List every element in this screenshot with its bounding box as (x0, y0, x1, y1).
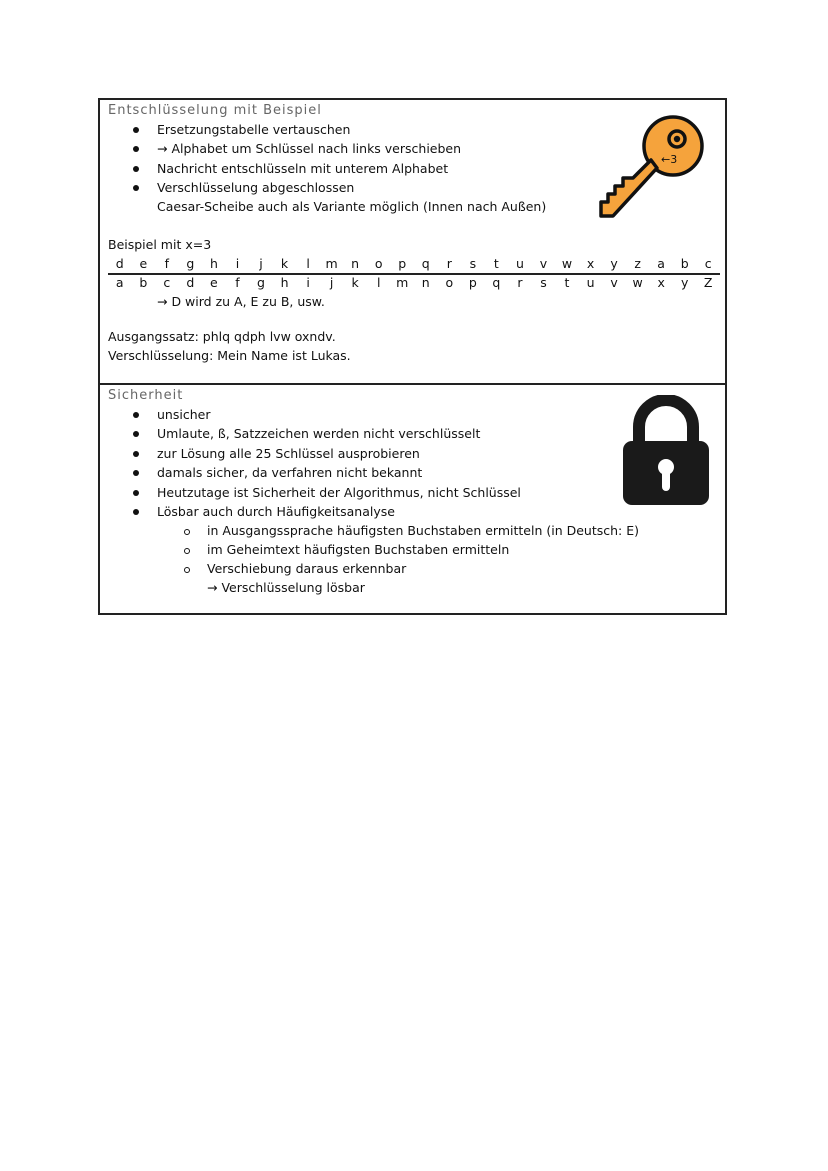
alphabet-letter: g (186, 256, 195, 271)
sub-bullet-text: in Ausgangssprache häufigsten Buchstaben ermitteln (in Deutsch: E) (207, 523, 639, 538)
alphabet-letter: l (306, 256, 310, 271)
alphabet-letter: y (680, 275, 689, 290)
alphabet-letter: d (186, 275, 195, 290)
alphabet-letter: n (421, 275, 430, 290)
alphabet-letter: i (306, 275, 310, 290)
key-icon (593, 112, 713, 224)
alphabet-letter: z (634, 256, 641, 271)
alphabet-letter: Z (703, 275, 713, 290)
bullet-text: zur Lösung alle 25 Schlüssel ausprobieren (157, 446, 420, 461)
source-sentence: Ausgangssatz: phlq qdph lvw oxndv. (108, 329, 336, 344)
bullet-text: Verschlüsselung abgeschlossen (157, 180, 355, 195)
section-heading: Entschlüsselung mit Beispiel (108, 103, 322, 118)
example-label: Beispiel mit x=3 (108, 237, 212, 252)
alphabet-letter: m (396, 275, 409, 290)
bullet-marker (133, 412, 139, 418)
alphabet-letter: v (610, 275, 618, 290)
alphabet-letter: v (539, 256, 548, 271)
alphabet-letter: k (280, 256, 289, 271)
sub-bullet-marker (184, 567, 190, 573)
alphabet-letter: s (469, 256, 477, 271)
alphabet-letter: j (329, 275, 334, 290)
bullet-continuation: Caesar-Scheibe auch als Variante möglich (Innen nach Außen) (157, 199, 547, 214)
sub-bullet-text: Verschiebung daraus erkennbar (207, 561, 407, 576)
bullet-marker (133, 431, 139, 437)
alphabet-letter: l (376, 275, 381, 290)
sub-bullet-text: im Geheimtext häufigsten Buchstaben ermitteln (207, 542, 510, 557)
bullet-marker (133, 127, 139, 133)
sub-arrow-note: → Verschlüsselung lösbar (207, 580, 365, 595)
alphabet-letter: q (492, 275, 501, 290)
bullet-marker (133, 451, 139, 457)
alphabet-letter: s (540, 275, 547, 290)
alphabet-letter: u (586, 275, 595, 290)
alphabet-letter: f (235, 275, 240, 290)
bullet-text: Umlaute, ß, Satzzeichen werden nicht verschlüsselt (157, 426, 481, 441)
alphabet-letter: t (493, 256, 499, 271)
alphabet-letter: p (398, 256, 407, 271)
key-label: ←3 (661, 153, 678, 166)
bullet-marker (133, 166, 139, 172)
alphabet-letter: o (374, 256, 383, 271)
section-heading: Sicherheit (108, 388, 184, 403)
alphabet-letter: a (657, 256, 665, 271)
alphabet-letter: o (445, 275, 454, 290)
alphabet-letter: b (139, 275, 148, 290)
alphabet-letter: m (325, 256, 338, 271)
sub-bullet-marker (184, 548, 190, 554)
bottom-alphabet-row (108, 275, 720, 291)
sub-bullet-marker (184, 529, 190, 535)
bullet-text: Nachricht entschlüsseln mit unterem Alphabet (157, 161, 449, 176)
alphabet-letter: x (657, 275, 665, 290)
alphabet-letter: f (164, 256, 170, 271)
alphabet-letter: w (632, 275, 643, 290)
alphabet-letter: x (586, 256, 595, 271)
bullet-text: Heutzutage ist Sicherheit der Algorithmus, nicht Schlüssel (157, 485, 521, 500)
alphabet-letter: c (163, 275, 171, 290)
bullet-marker (133, 490, 139, 496)
alphabet-letter: t (564, 275, 570, 290)
bullet-text: Ersetzungstabelle vertauschen (157, 122, 351, 137)
bullet-marker (133, 185, 139, 191)
alphabet-letter: u (515, 256, 524, 271)
alphabet-letter: y (610, 256, 618, 271)
section-security (98, 383, 727, 615)
alphabet-letter: h (280, 275, 289, 290)
bullet-text: unsicher (157, 407, 211, 422)
arrow-note: → D wird zu A, E zu B, usw. (157, 294, 325, 309)
alphabet-letter: q (421, 256, 430, 271)
section-decryption (98, 98, 727, 385)
bullet-text: damals sicher, da verfahren nicht bekannt (157, 465, 423, 480)
alphabet-letter: k (351, 275, 359, 290)
alphabet-letter: r (517, 275, 523, 290)
padlock-icon (621, 395, 711, 507)
bullet-marker (133, 470, 139, 476)
alphabet-letter: d (115, 256, 124, 271)
alphabet-letter: j (259, 256, 263, 271)
alphabet-letter: e (139, 256, 148, 271)
alphabet-letter: b (680, 256, 689, 271)
alphabet-letter: r (446, 256, 452, 271)
alphabet-letter: g (257, 275, 265, 290)
alphabet-letter: e (210, 275, 218, 290)
bullet-marker (133, 509, 139, 515)
bullet-text: → Alphabet um Schlüssel nach links verschieben (157, 141, 462, 156)
alphabet-letter: h (209, 256, 218, 271)
alphabet-letter: c (704, 256, 712, 271)
alphabet-letter: p (468, 275, 477, 290)
alphabet-letter: n (351, 256, 360, 271)
bullet-marker (133, 146, 139, 152)
alphabet-letter: i (235, 256, 240, 271)
result-sentence: Verschlüsselung: Mein Name ist Lukas. (108, 348, 351, 363)
alphabet-letter: a (115, 275, 124, 290)
top-alphabet-row (108, 256, 720, 272)
bullet-text: Lösbar auch durch Häufigkeitsanalyse (157, 504, 395, 519)
alphabet-letter: w (561, 256, 573, 271)
